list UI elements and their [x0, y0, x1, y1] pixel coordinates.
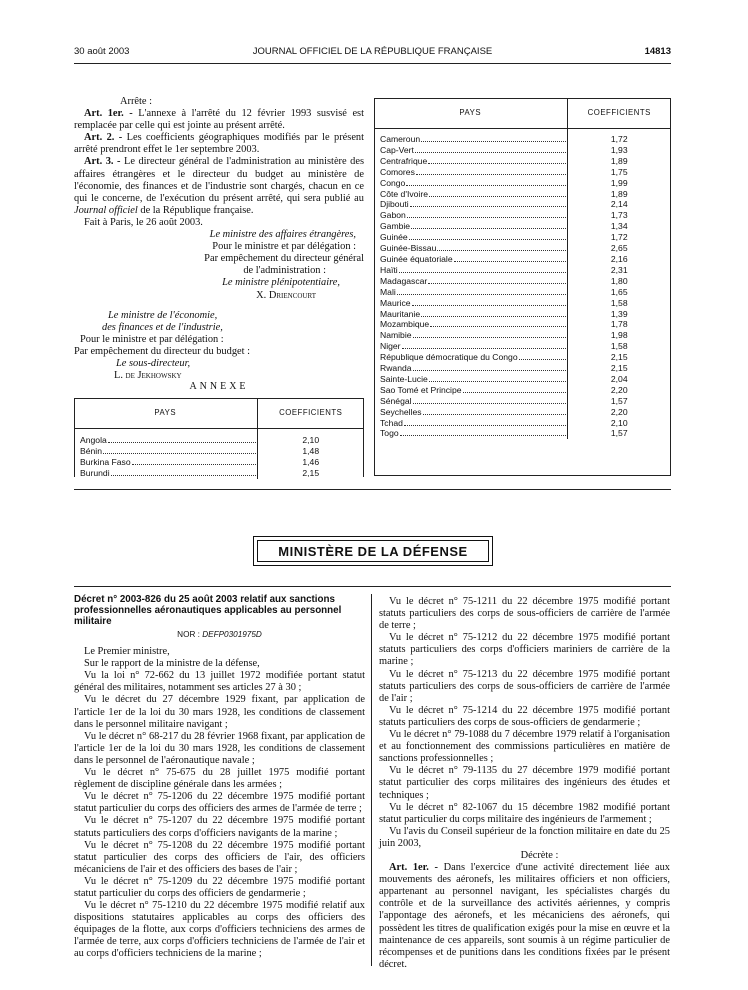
country-cell: Côte d'Ivoire	[374, 189, 567, 200]
visa-paragraph: Vu le décret n° 68-217 du 28 février 1968 fixant, par application de l'article 1er de la loi du 30 mars 1928, les conditions de classement dans le personnel de l'aéronautique navale ;	[74, 730, 365, 766]
country-cell: Angola	[74, 435, 257, 446]
coefficient-cell: 1,72	[567, 232, 671, 243]
coefficient-cell: 1,75	[567, 167, 671, 178]
arrete-label: Arrête :	[120, 96, 153, 107]
decret-right-column	[379, 596, 670, 971]
page-header	[74, 46, 671, 60]
table-row	[374, 385, 671, 396]
visa-paragraph: Vu l'avis du Conseil supérieur de la fonction militaire en date du 25 juin 2003,	[379, 825, 670, 849]
visa-paragraph: Vu le décret n° 75-1211 du 22 décembre 1975 modifié portant statuts particuliers des corps de sous-officiers de carrière de l'armée de terre ;	[379, 596, 670, 632]
coefficient-cell: 2,14	[567, 199, 671, 210]
table-header-row	[374, 98, 671, 128]
annexe-table-left	[74, 398, 364, 479]
coefficient-cell: 1,78	[567, 319, 671, 330]
header-journal-title: JOURNAL OFFICIEL DE LA RÉPUBLIQUE FRANÇAISE	[252, 46, 493, 57]
decret-title: Décret n° 2003-826 du 25 août 2003 relatif aux sanctions professionnelles aéronautiques applicables au personnel militaire	[74, 594, 342, 627]
coefficient-cell: 1,57	[567, 396, 671, 407]
coefficient-cell: 1,73	[567, 210, 671, 221]
decret-top-rule	[74, 586, 671, 587]
country-cell: Rwanda	[374, 363, 567, 374]
decrete-label: Décrète :	[520, 849, 559, 861]
country-cell: Djibouti	[374, 199, 567, 210]
country-cell: République démocratique du Congo	[374, 352, 567, 363]
visa-paragraph: Vu le décret n° 75-1213 du 22 décembre 1975 modifié portant statuts particuliers des corps de sous-officiers de carrière de l'armée de l'air ;	[379, 668, 670, 704]
country-cell: Niger	[374, 341, 567, 352]
article-1: Art. 1er. - L'annexe à l'arrêté du 12 février 1993 susvisé est remplacée par celle qui est jointe au présent arrêté.	[74, 108, 364, 132]
section-rule	[74, 489, 671, 490]
coefficient-cell: 2,20	[567, 407, 671, 418]
visa-paragraph: Vu le décret n° 75-1207 du 22 décembre 1975 modifié portant statuts particuliers des corps d'officiers navigants de la marine ;	[74, 815, 365, 839]
table-row	[374, 298, 671, 309]
signature-block-2: Le ministre de l'économie, des finances et de l'industrie, Pour le ministre et par délégation : Par empêchement du directeur du budget : Le sous-directeur, L. de Jekhowsky	[74, 310, 364, 383]
visa-paragraph: Vu le décret n° 82-1067 du 15 décembre 1982 modifié portant statut particulier du corps militaire des ingénieurs de l'armement ;	[379, 801, 670, 825]
coefficient-cell: 2,15	[257, 468, 364, 479]
annexe-heading: ANNEXE	[189, 381, 249, 392]
table-row	[374, 167, 671, 178]
top-left-column	[74, 96, 364, 382]
visa-paragraph: Vu le décret n° 75-1212 du 22 décembre 1975 modifié portant statuts particuliers des corps d'officiers mariniers de carrière de la marine ;	[379, 632, 670, 668]
country-cell: Mauritanie	[374, 309, 567, 320]
coefficient-cell: 2,31	[567, 265, 671, 276]
coefficient-cell: 1,65	[567, 287, 671, 298]
table-row	[374, 221, 671, 232]
signature-name-1: X. Driencourt	[256, 289, 316, 301]
nor-reference: NOR : DEFP0301975D	[177, 630, 262, 639]
coefficient-cell: 1,80	[567, 276, 671, 287]
table-row	[374, 156, 671, 167]
country-cell: Sao Tomé et Principe	[374, 385, 567, 396]
table-row	[74, 435, 364, 446]
table-row	[374, 134, 671, 145]
table-row	[374, 254, 671, 265]
table-row	[74, 457, 364, 468]
visa-paragraph: Le Premier ministre,	[84, 646, 170, 658]
header-page-number: 14813	[644, 46, 671, 57]
header-rule	[74, 63, 671, 64]
table-row	[374, 276, 671, 287]
country-cell: Togo	[374, 428, 567, 439]
table-row	[374, 243, 671, 254]
table-row	[374, 265, 671, 276]
visa-paragraph: Vu le décret n° 75-1214 du 22 décembre 1975 modifié portant statuts particuliers des corps de sous-officiers de gendarmerie ;	[379, 704, 670, 728]
country-cell: Guinée-Bissau	[374, 243, 567, 254]
table-row	[374, 407, 671, 418]
country-cell: Mali	[374, 287, 567, 298]
coefficient-cell: 1,46	[257, 457, 364, 468]
table-row	[374, 352, 671, 363]
country-cell: Tchad	[374, 418, 567, 429]
coefficient-cell: 2,20	[567, 385, 671, 396]
country-cell: Madagascar	[374, 276, 567, 287]
country-cell: Congo	[374, 178, 567, 189]
visa-paragraph: Sur le rapport de la ministre de la défense,	[84, 658, 260, 670]
decret-article-1: Art. 1er. - Dans l'exercice d'une activité directement liée aux mouvements des aéronefs, les militaires officiers et non officiers, appartenant au personnel navigant, les spécialistes chargés du contrôle et de la surveillance des activités aériennes, y compris l'appontage des aéronefs, et les mécaniciens des aéronefs, qui possèdent les titres de qualification exigés pour la mise en œuvre et la maintenance de ces appareils, sont soumis à un régime particulier de récompenses et de punitions dans les conditions fixées par le présent décret.	[379, 862, 670, 970]
table-row	[374, 145, 671, 156]
coefficient-cell: 1,89	[567, 189, 671, 200]
coefficient-cell: 1,48	[257, 446, 364, 457]
table-row	[374, 341, 671, 352]
coefficient-cell: 2,04	[567, 374, 671, 385]
country-cell: Comores	[374, 167, 567, 178]
table-row	[374, 330, 671, 341]
coefficient-cell: 1,72	[567, 134, 671, 145]
coefficient-cell: 1,58	[567, 341, 671, 352]
annexe-table-right	[374, 98, 671, 439]
header-date: 30 août 2003	[74, 46, 130, 57]
visa-paragraph: Vu le décret n° 75-1210 du 22 décembre 1975 modifié relatif aux dispositions statutaires applicables au corps des officiers des équipages de la flotte, aux corps d'officiers techniciens des armes de l'armée de terre, aux corps d'officiers techniciens de l'armée de l'air et au corps d'officiers techniciens de la marine ;	[74, 900, 365, 960]
country-cell: Bénin	[74, 446, 257, 457]
table-row	[374, 287, 671, 298]
coefficient-cell: 1,98	[567, 330, 671, 341]
table-row	[374, 210, 671, 221]
coefficient-cell: 1,93	[567, 145, 671, 156]
column-header-pays: PAYS	[74, 398, 257, 428]
coefficient-cell: 2,65	[567, 243, 671, 254]
ministry-banner	[253, 536, 493, 566]
country-cell: Centrafrique	[374, 156, 567, 167]
coefficient-cell: 2,10	[257, 435, 364, 446]
fait-a-paris: Fait à Paris, le 26 août 2003.	[84, 216, 203, 228]
coefficient-cell: 1,39	[567, 309, 671, 320]
country-cell: Guinée équatoriale	[374, 254, 567, 265]
country-cell: Burkina Faso	[74, 457, 257, 468]
country-cell: Sénégal	[374, 396, 567, 407]
visa-paragraph: Vu le décret n° 75-1208 du 22 décembre 1975 modifié portant statut particulier des corps des officiers de l'air, des officiers mécaniciens de l'air et des officiers des bases de l'air ;	[74, 839, 365, 875]
visa-paragraph: Vu la loi n° 72-662 du 13 juillet 1972 modifiée portant statut général des militaires, notamment ses articles 27 à 30 ;	[74, 670, 365, 694]
coefficient-cell: 2,15	[567, 352, 671, 363]
country-cell: Maurice	[374, 298, 567, 309]
coefficient-cell: 2,16	[567, 254, 671, 265]
country-cell: Burundi	[74, 468, 257, 479]
article-2: Art. 2. - Les coefficients géographiques modifiés par le présent arrêté prendront effet le 1er septembre 2003.	[74, 132, 365, 156]
country-cell: Sainte-Lucie	[374, 374, 567, 385]
country-cell: Cameroun	[374, 134, 567, 145]
country-cell: Guinée	[374, 232, 567, 243]
column-header-coefficients: COEFFICIENTS	[567, 98, 671, 128]
country-cell: Gabon	[374, 210, 567, 221]
coefficient-cell: 2,10	[567, 418, 671, 429]
country-cell: Haïti	[374, 265, 567, 276]
coefficient-cell: 2,15	[567, 363, 671, 374]
coefficient-cell: 1,58	[567, 298, 671, 309]
column-header-pays: PAYS	[374, 98, 567, 128]
table-row	[74, 446, 364, 457]
country-cell: Seychelles	[374, 407, 567, 418]
table-row	[374, 428, 671, 439]
column-divider	[371, 594, 372, 966]
country-cell: Mozambique	[374, 319, 567, 330]
coefficient-cell: 1,57	[567, 428, 671, 439]
coefficient-cell: 1,34	[567, 221, 671, 232]
signature-name-2: L. de Jekhowsky	[114, 370, 182, 382]
signature-block-1: Le ministre des affaires étrangères, Pour le ministre et par délégation : Par empêchement du directeur général de l'administration : Le ministre plénipotentiaire, X. Driencourt	[74, 229, 364, 302]
visa-paragraph: Vu le décret n° 75-1206 du 22 décembre 1975 modifié portant statut particulier du corps des officiers des armes de l'armée de terre ;	[74, 791, 365, 815]
visa-paragraph: Vu le décret n° 75-675 du 28 juillet 1975 modifié portant règlement de discipline générale dans les armées ;	[74, 767, 365, 791]
article-3: Art. 3. - Le directeur général de l'administration au ministère des affaires étrangères et le directeur du budget au ministère de l'économie, des finances et de l'industrie sont chargés, chacun en ce qui le concerne, de l'exécution du présent arrêté, qui sera publié au Journal officiel de la République française.	[74, 156, 364, 216]
country-cell: Gambie	[374, 221, 567, 232]
table-row	[374, 396, 671, 407]
visa-paragraph: Vu le décret n° 79-1135 du 27 décembre 1979 modifié portant statut particulier des corps militaires des ingénieurs des études et techniques ;	[379, 765, 670, 801]
ministry-banner-text: MINISTÈRE DE LA DÉFENSE	[257, 540, 489, 562]
table-row	[374, 418, 671, 429]
coefficient-cell: 1,89	[567, 156, 671, 167]
table-row	[374, 363, 671, 374]
decret-left-column	[74, 594, 365, 961]
table-row	[374, 189, 671, 200]
country-cell: Cap-Vert	[374, 145, 567, 156]
visa-paragraph: Vu le décret n° 75-1209 du 22 décembre 1975 modifié portant statut particulier du corps des officiers de gendarmerie ;	[74, 875, 365, 899]
table-row	[374, 319, 671, 330]
table-row	[374, 199, 671, 210]
visa-paragraph: Vu le décret n° 79-1088 du 7 décembre 1979 relatif à l'organisation et au fonctionnement des commissions particulières en matière de sanctions professionnelles ;	[379, 729, 670, 765]
column-header-coefficients: COEFFICIENTS	[257, 398, 364, 428]
table-row	[74, 468, 364, 479]
table-header-row	[74, 398, 364, 428]
table-row	[374, 232, 671, 243]
table-row	[374, 178, 671, 189]
coefficient-cell: 1,99	[567, 178, 671, 189]
visa-paragraph: Vu le décret du 27 décembre 1929 fixant, par application de l'article 1er de la loi du 30 mars 1928, les conditions de classement dans le personnel militaire navigant ;	[74, 694, 365, 730]
table-row	[374, 309, 671, 320]
table-row	[374, 374, 671, 385]
country-cell: Namibie	[374, 330, 567, 341]
